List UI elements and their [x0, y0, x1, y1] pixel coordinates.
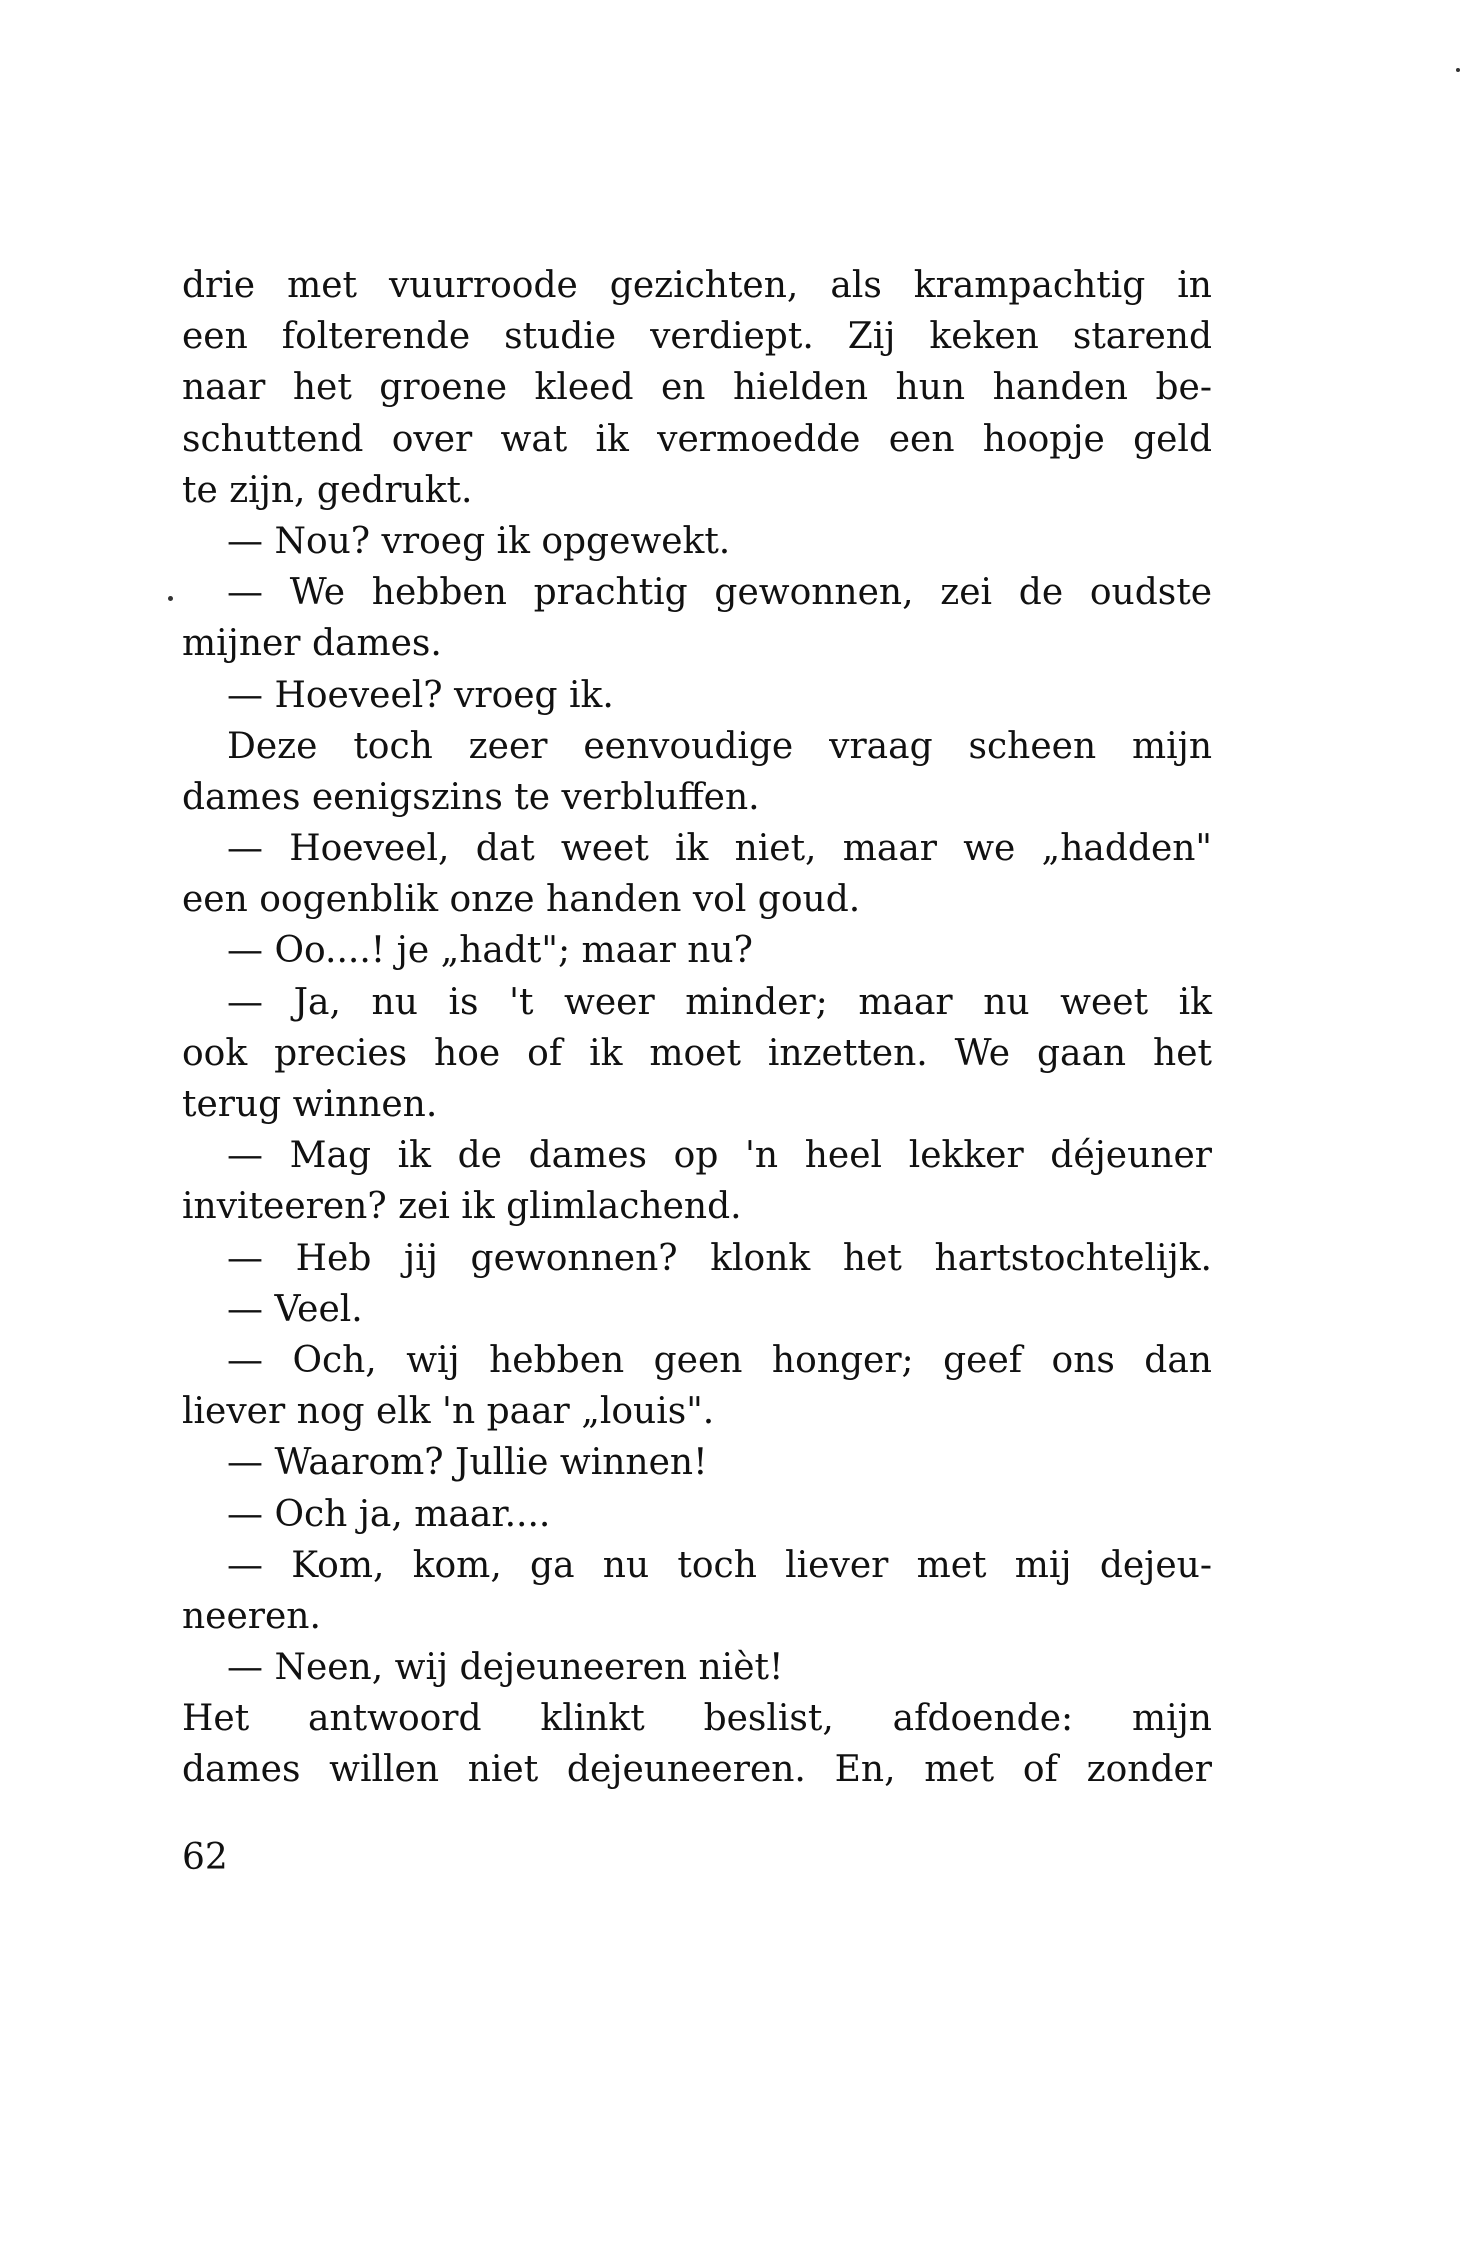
text-line: — Neen, wij dejeuneeren nièt! [227, 1647, 784, 1689]
text-line: — Waarom? Jullie winnen! [227, 1442, 708, 1484]
text-line: — Och, wij hebben geen honger; geef ons dan [227, 1339, 1212, 1381]
text-line: een oogenblik onze handen vol goud. [182, 879, 861, 921]
text-line: — Mag ik de dames op 'n heel lekker déjeuner [227, 1135, 1212, 1177]
text-line: liever nog elk 'n paar „louis". [182, 1391, 715, 1433]
text-line: dames willen niet dejeuneeren. En, met of zonder [182, 1749, 1212, 1791]
text-line: schuttend over wat ik vermoedde een hoopje geld [182, 418, 1212, 460]
print-speck [1456, 68, 1460, 72]
text-line: inviteeren? zei ik glimlachend. [182, 1186, 742, 1228]
text-line: — We hebben prachtig gewonnen, zei de oudste [227, 572, 1212, 614]
text-line: een folterende studie verdiept. Zij keken starend [182, 316, 1212, 358]
text-line: ook precies hoe of ik moet inzetten. We gaan het [182, 1032, 1212, 1074]
print-speck [168, 596, 173, 601]
text-line: drie met vuurroode gezichten, als krampachtig in [182, 265, 1212, 306]
text-line: Deze toch zeer eenvoudige vraag scheen mijn [227, 725, 1212, 767]
text-line: dames eenigszins te verbluffen. [182, 776, 760, 818]
text-line: — Heb jij gewonnen? klonk het hartstochtelijk. [227, 1237, 1212, 1279]
text-line: — Nou? vroeg ik opgewekt. [227, 520, 731, 562]
text-line: — Hoeveel, dat weet ik niet, maar we „hadden" [227, 828, 1212, 870]
text-line: — Ja, nu is 't weer minder; maar nu weet ik [227, 981, 1212, 1023]
text-line: mijner dames. [182, 623, 442, 665]
text-line: — Hoeveel? vroeg ik. [227, 674, 614, 716]
text-line: terug winnen. [182, 1084, 438, 1125]
text-line: — Oo....! je „hadt"; maar nu? [227, 930, 753, 972]
text-line: naar het groene kleed en hielden hun handen be- [182, 367, 1212, 409]
text-line: — Veel. [227, 1288, 363, 1330]
text-line: — Och ja, maar.... [227, 1493, 551, 1535]
text-line: Het antwoord klinkt beslist, afdoende: mijn [182, 1698, 1212, 1740]
page-number: 62 [182, 1837, 228, 1878]
body-text [182, 260, 1212, 1796]
text-line: te zijn, gedrukt. [182, 469, 473, 511]
text-line: neeren. [182, 1595, 321, 1637]
text-line: — Kom, kom, ga nu toch liever met mij dejeu- [227, 1544, 1212, 1586]
